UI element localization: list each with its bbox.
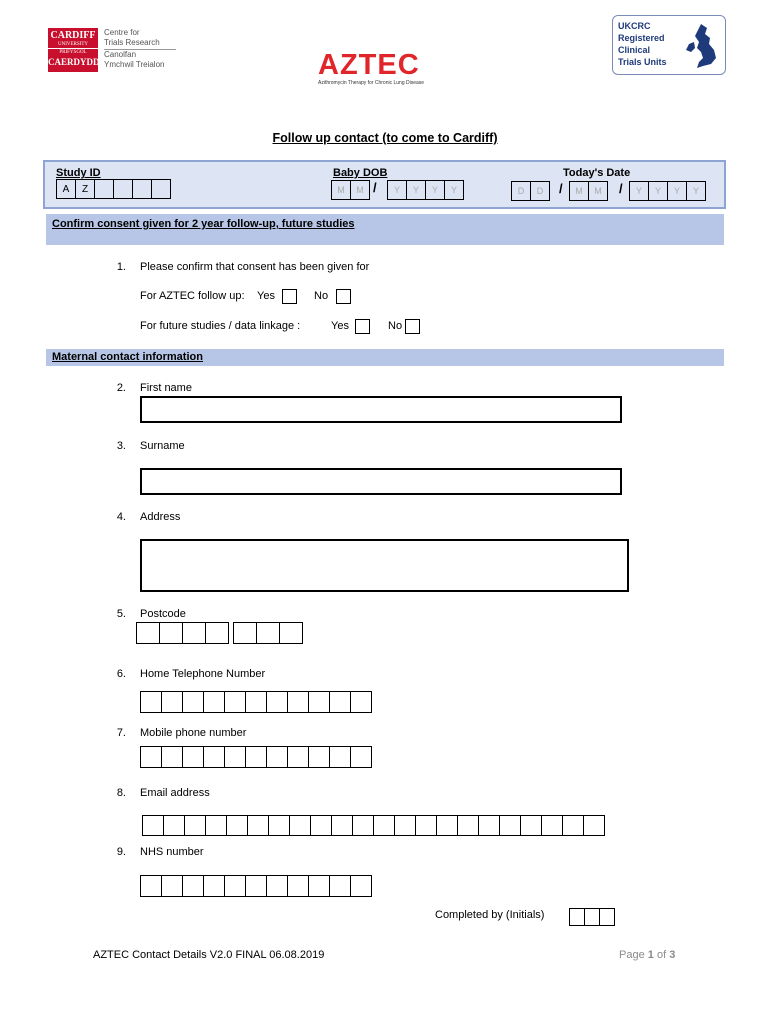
q9-label: NHS number [140,846,204,858]
email-cell[interactable] [499,815,521,836]
ukcrc-line: UKCRC [618,21,651,31]
home-phone-cell[interactable] [350,691,372,713]
aztec-title: AZTEC [318,49,420,81]
ukcrc-line: Clinical [618,45,651,55]
date-year-cell[interactable]: Y [686,181,706,201]
home-phone-cell[interactable] [140,691,162,713]
mobile-phone-cell[interactable] [308,746,330,768]
nhs-number-cell[interactable] [287,875,309,897]
email-cell[interactable] [268,815,290,836]
study-id-cells [56,179,170,199]
q2-label: First name [140,382,192,394]
nhs-number-cell[interactable] [308,875,330,897]
study-id-label: Study ID [56,167,101,179]
mobile-phone-cell[interactable] [245,746,267,768]
ukcrc-line: Registered [618,33,665,43]
study-id-cell[interactable]: Z [75,179,95,199]
mobile-phone-cell[interactable] [203,746,225,768]
date-year-cell[interactable]: Y [629,181,649,201]
email-cell[interactable] [331,815,353,836]
mobile-phone-cell[interactable] [350,746,372,768]
date-month-cell[interactable]: M [569,181,589,201]
date-yyyy-cells [629,181,705,201]
uk-map-icon [683,22,719,70]
q1-text: Please confirm that consent has been given for [140,261,370,273]
q3-label: Surname [140,440,185,452]
email-cell[interactable] [562,815,584,836]
dob-slash: / [373,180,377,195]
date-day-cell[interactable]: D [511,181,531,201]
footer-page-total: 3 [669,949,676,961]
future-no-label: No [388,320,403,332]
initials-cell[interactable] [569,908,585,926]
future-no-checkbox[interactable] [405,319,420,334]
initials-cells [569,908,614,926]
email-cell[interactable] [226,815,248,836]
cardiff-logo-line: CAERDYDD [48,57,100,67]
email-cell[interactable] [394,815,416,836]
nhs-number-cell[interactable] [140,875,162,897]
email-cell[interactable] [541,815,563,836]
q8-number: 8. [116,787,126,799]
study-id-cell[interactable] [113,179,133,199]
mobile-phone-cells [140,746,371,768]
mobile-phone-cell[interactable] [161,746,183,768]
mobile-phone-cell[interactable] [140,746,162,768]
email-cell[interactable] [163,815,185,836]
nhs-number-cell[interactable] [245,875,267,897]
home-phone-cell[interactable] [329,691,351,713]
date-month-cell[interactable]: M [588,181,608,201]
dob-year-cell[interactable]: Y [425,180,445,200]
ukcrc-line: Trials Units [618,57,667,67]
consent-section-title: Confirm consent given for 2 year follow-up, future studies [52,218,355,230]
email-cell[interactable] [184,815,206,836]
date-slash: / [559,181,563,196]
dob-year-cell[interactable]: Y [406,180,426,200]
dob-year-cell[interactable]: Y [387,180,407,200]
q6-number: 6. [116,668,126,680]
nhs-number-cell[interactable] [329,875,351,897]
nhs-number-cells [140,875,371,897]
study-id-cell[interactable] [151,179,171,199]
followup-yes-checkbox[interactable] [282,289,297,304]
cardiff-logo [48,28,98,72]
address-field[interactable] [140,539,629,592]
footer-page-word: Page [619,949,645,961]
consent-section-header [46,214,724,245]
date-mm-cells [569,181,607,201]
postcode-cells-outward [136,622,228,644]
email-cell[interactable] [247,815,269,836]
study-id-cell[interactable]: A [56,179,76,199]
initials-cell[interactable] [584,908,600,926]
email-cell[interactable] [310,815,332,836]
footer-page-current: 1 [647,949,654,961]
q6-label: Home Telephone Number [140,668,266,680]
postcode-cell[interactable] [159,622,183,644]
maternal-section-header [46,349,724,366]
home-phone-cell[interactable] [245,691,267,713]
centre-line: Centre for [104,28,140,37]
home-phone-cell[interactable] [287,691,309,713]
followup-yes-label: Yes [257,290,275,302]
footer-doc-name: AZTEC Contact Details V2.0 FINAL 06.08.2019 [93,949,325,961]
cardiff-logo-line: CARDIFF [50,30,96,41]
email-cell[interactable] [289,815,311,836]
postcode-cell[interactable] [233,622,257,644]
email-cell[interactable] [457,815,479,836]
q3-number: 3. [116,440,126,452]
centre-line: Canolfan [104,50,137,59]
mobile-phone-cell[interactable] [329,746,351,768]
date-slash: / [619,181,623,196]
surname-field[interactable] [140,468,622,495]
q5-number: 5. [116,608,126,620]
cardiff-logo-line: PRIFYSGOL [48,48,98,57]
aztec-logo [318,50,458,86]
date-dd-cells [511,181,549,201]
email-cell[interactable] [205,815,227,836]
followup-no-checkbox[interactable] [336,289,351,304]
nhs-number-cell[interactable] [182,875,204,897]
mobile-phone-cell[interactable] [266,746,288,768]
q7-label: Mobile phone number [140,727,247,739]
followup-label: For AZTEC follow up: [140,290,245,302]
dob-month-cell[interactable]: M [331,180,351,200]
postcode-cell[interactable] [136,622,160,644]
future-yes-label: Yes [331,320,349,332]
q4-label: Address [140,511,181,523]
nhs-number-cell[interactable] [224,875,246,897]
q9-number: 9. [116,846,126,858]
postcode-cell[interactable] [205,622,229,644]
mobile-phone-cell[interactable] [287,746,309,768]
nhs-number-cell[interactable] [266,875,288,897]
postcode-cell[interactable] [182,622,206,644]
form-title: Follow up contact (to come to Cardiff) [272,131,498,145]
date-day-cell[interactable]: D [530,181,550,201]
nhs-number-cell[interactable] [203,875,225,897]
completed-by-label: Completed by (Initials) [435,909,545,921]
email-cell[interactable] [583,815,605,836]
postcode-cell[interactable] [279,622,303,644]
home-phone-cell[interactable] [203,691,225,713]
home-phone-cell[interactable] [224,691,246,713]
baby-dob-yyyy-cells [387,180,463,200]
email-cell[interactable] [436,815,458,836]
footer-page-number [619,949,675,961]
followup-no-label: No [314,290,329,302]
q1-number: 1. [116,261,126,273]
email-cell[interactable] [142,815,164,836]
date-year-cell[interactable]: Y [667,181,687,201]
mobile-phone-cell[interactable] [224,746,246,768]
email-cell[interactable] [478,815,500,836]
home-phone-cell[interactable] [161,691,183,713]
q5-label: Postcode [140,608,186,620]
todays-date-label: Today's Date [563,167,631,179]
home-phone-cell[interactable] [308,691,330,713]
centre-for-trials-research [104,28,176,70]
centre-line: Ymchwil Treialon [104,60,165,69]
home-phone-cell[interactable] [182,691,204,713]
q4-number: 4. [116,511,126,523]
initials-cell[interactable] [599,908,615,926]
email-cell[interactable] [352,815,374,836]
maternal-section-title: Maternal contact information [52,351,203,363]
dob-year-cell[interactable]: Y [444,180,464,200]
footer-of-word: of [656,949,667,961]
ukcrc-logo [612,15,726,75]
aztec-subtitle: Azithromycin Therapy for Chronic Lung Disease [318,80,425,86]
postcode-cells-inward [233,622,302,644]
q7-number: 7. [116,727,126,739]
nhs-number-cell[interactable] [161,875,183,897]
study-id-cell[interactable] [132,179,152,199]
cardiff-logo-line: UNIVERSITY [58,42,88,47]
mobile-phone-cell[interactable] [182,746,204,768]
postcode-cell[interactable] [256,622,280,644]
home-phone-cells [140,691,371,713]
date-year-cell[interactable]: Y [648,181,668,201]
home-phone-cell[interactable] [266,691,288,713]
email-cells [142,815,604,836]
first-name-field[interactable] [140,396,622,423]
email-cell[interactable] [373,815,395,836]
q8-label: Email address [140,787,210,799]
q2-number: 2. [116,382,126,394]
centre-line: Trials Research [104,38,176,50]
future-studies-label: For future studies / data linkage : [140,320,301,332]
email-cell[interactable] [520,815,542,836]
baby-dob-mm-cells [331,180,369,200]
study-id-cell[interactable] [94,179,114,199]
email-cell[interactable] [415,815,437,836]
dob-month-cell[interactable]: M [350,180,370,200]
nhs-number-cell[interactable] [350,875,372,897]
baby-dob-label: Baby DOB [333,167,388,179]
future-yes-checkbox[interactable] [355,319,370,334]
